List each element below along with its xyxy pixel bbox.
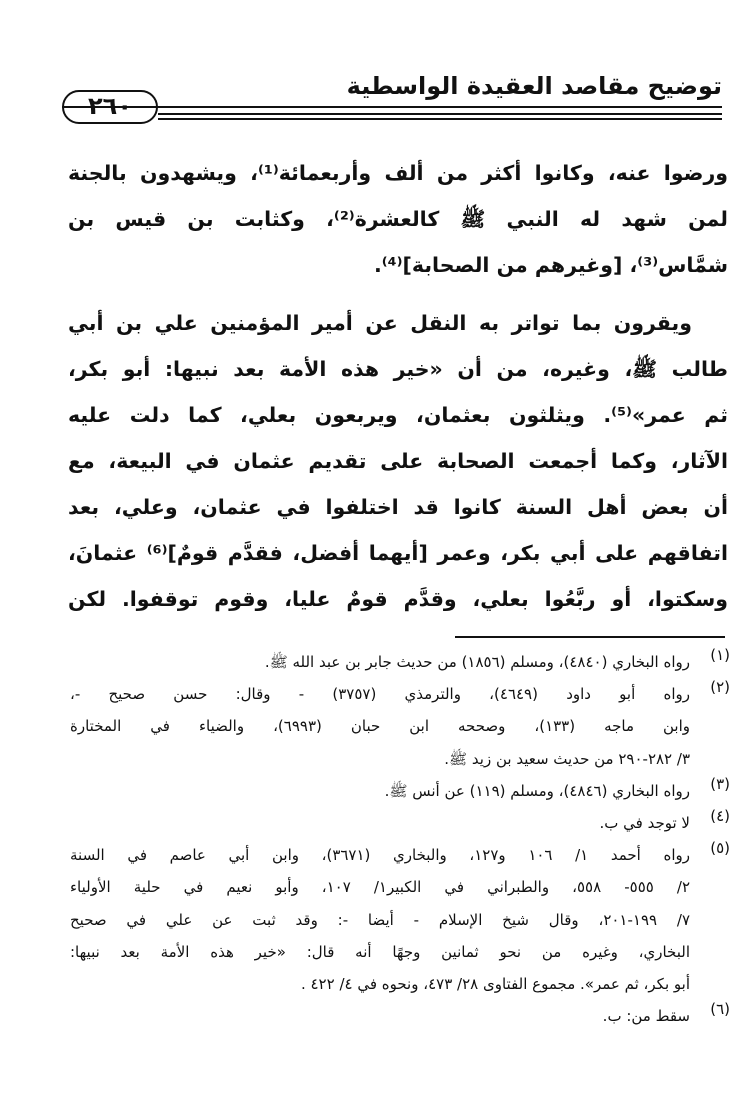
footnote [70, 646, 730, 678]
footnote-line: رواه البخاري (٤٨٤٦)، ومسلم (١١٩) عن أنس ﷺ. [384, 781, 690, 800]
text-line: ويقرون بما تواتر به النقل عن أمير المؤمنين علي بن أبي [68, 311, 692, 335]
footnote [70, 1000, 730, 1032]
footnote-line: رواه أبو داود (٤٦٤٩)، والترمذي (٣٧٥٧) - وقال: حسن صحيح -، [70, 685, 690, 704]
footnotes [70, 646, 730, 1032]
main-text [68, 150, 728, 668]
footnote-line: رواه أحمد ١/ ١٠٦ و١٢٧، والبخاري (٣٦٧١)، وابن أبي عاصم في السنة [70, 846, 690, 865]
footnote-line: البخاري، وغيره من نحو ثمانين وجهًا أنه قال: «خير هذه الأمة بعد نبيها: [70, 942, 690, 961]
text-line: شمَّاس⁽³⁾، [وغيرهم من الصحابة]⁽⁴⁾. [373, 253, 728, 277]
footnote [70, 775, 730, 807]
footnote-marker: (٣) [710, 774, 730, 793]
footnote-line: وابن ماجه (١٣٣)، وصححه ابن حبان (٦٩٩٣)، والضياء في المختارة [70, 717, 690, 736]
header-rule-top [62, 106, 722, 108]
footnote-separator [455, 636, 725, 638]
footnote-marker: (٥) [710, 839, 730, 858]
text-line: أن بعض أهل السنة كانوا قد اختلفوا في عثمان، وعلي، بعد [68, 495, 728, 519]
footnote-line: ٧/ ١٩٩-٢٠١، وقال شيخ الإسلام - أيضا -: وقد ثبت عن علي في صحيح [70, 910, 690, 929]
text-line: وسكتوا، أو ربَّعُوا بعلي، وقدَّم قومٌ عليا، وقوم توقفوا. لكن [68, 587, 728, 611]
running-title: توضيح مقاصد العقيدة الواسطية [346, 72, 722, 100]
text-line: ورضوا عنه، وكانوا أكثر من ألف وأربعمائة⁽¹⁾، ويشهدون بالجنة [68, 161, 728, 185]
text-line: اتفاقهم على أبي بكر، وعمر [أيهما أفضل، فقدَّم قومٌ]⁽⁶⁾ عثمانَ، [68, 541, 728, 565]
paragraph [68, 300, 728, 668]
footnote-line: سقط من: ب. [602, 1007, 690, 1026]
footnote [70, 678, 730, 775]
paragraph [68, 150, 728, 288]
header-rule-bottom-left [158, 113, 722, 115]
footnote-line: رواه البخاري (٤٨٤٠)، ومسلم (١٨٥٦) من حديث جابر بن عبد الله ﷺ. [264, 653, 690, 671]
text-line: ثم عمر»⁽⁵⁾. ويثلثون بعثمان، ويربعون بعلي، كما دلت عليه [68, 403, 728, 427]
footnote-marker: (١) [710, 646, 730, 664]
page-header [62, 70, 722, 130]
page-number: ٢٦٠ [62, 90, 158, 124]
text-line: الآثار، وكما أجمعت الصحابة على تقديم عثمان في البيعة، مع [68, 449, 728, 473]
footnote-line: ٢/ ٥٥٥- ٥٥٨، والطبراني في الكبير١/ ١٠٧، وأبو نعيم في حلية الأولياء [70, 878, 690, 897]
footnote-line: ٣/ ٢٨٢-٢٩٠ من حديث سعيد بن زيد ﷺ. [444, 749, 690, 768]
footnote-line: أبو بكر، ثم عمر». مجموع الفتاوى ٢٨/ ٤٧٣، ونحوه في ٤/ ٤٢٢ . [300, 974, 690, 993]
text-line: لمن شهد له النبي ﷺ كالعشرة⁽²⁾، وكثابت بن قيس بن [68, 207, 728, 231]
footnote-marker: (٤) [710, 806, 730, 825]
header-rule-bottom-right [158, 118, 722, 120]
footnote-marker: (٢) [710, 678, 730, 697]
footnote [70, 839, 730, 1000]
text-line: طالب ﷺ، وغيره، من أن «خير هذه الأمة بعد نبيها: أبو بكر، [68, 357, 728, 381]
footnote-marker: (٦) [710, 1000, 730, 1019]
footnote [70, 807, 730, 839]
footnote-line: لا توجد في ب. [599, 813, 690, 832]
paragraph-gap [68, 288, 728, 300]
